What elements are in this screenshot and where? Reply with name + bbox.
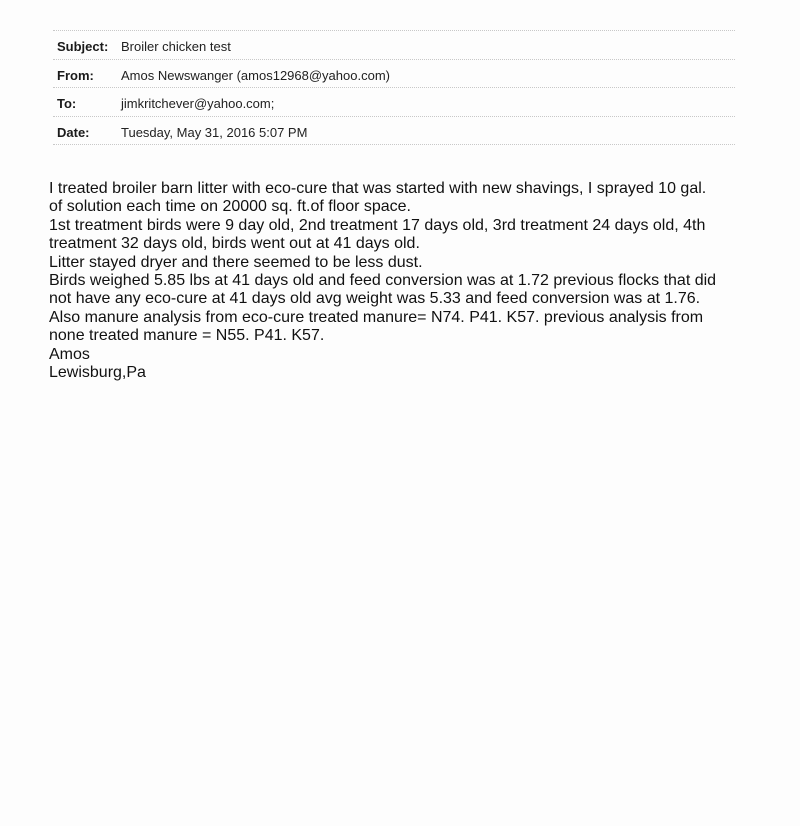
to-label: To:	[57, 96, 77, 111]
body-line: treatment 32 days old, birds went out at 41 days old.	[49, 235, 420, 253]
signature-name: Amos	[49, 345, 90, 363]
email-body	[49, 180, 769, 382]
body-line: Birds weighed 5.85 lbs at 41 days old and feed conversion was at 1.72 previous flocks that did	[49, 272, 717, 290]
signature-location: Lewisburg,Pa	[49, 364, 146, 382]
body-line: I treated broiler barn litter with eco-cure that was started with new shavings, I sprayed 10 gal.	[49, 180, 707, 197]
from-label: From:	[57, 67, 94, 83]
subject-row	[53, 30, 735, 60]
date-label: Date:	[57, 124, 90, 140]
date-row	[53, 117, 735, 146]
email-header	[53, 30, 735, 145]
to-value: jimkritchever@yahoo.com;	[121, 96, 275, 111]
subject-label: Subject:	[57, 39, 109, 54]
body-line: none treated manure = N55. P41. K57.	[49, 327, 325, 345]
body-line: of solution each time on 20000 sq. ft.of floor space.	[49, 198, 411, 216]
from-row	[53, 60, 735, 89]
to-row	[53, 88, 735, 117]
subject-value: Broiler chicken test	[121, 39, 231, 54]
date-value: Tuesday, May 31, 2016 5:07 PM	[121, 124, 308, 140]
body-line: not have any eco-cure at 41 days old avg weight was 5.33 and feed conversion was at 1.76.	[49, 290, 701, 308]
body-line: Litter stayed dryer and there seemed to be less dust.	[49, 253, 423, 271]
body-line: Also manure analysis from eco-cure treated manure= N74. P41. K57. previous analysis from	[49, 308, 704, 326]
body-line: 1st treatment birds were 9 day old, 2nd treatment 17 days old, 3rd treatment 24 days old, 4th	[49, 216, 706, 234]
from-value: Amos Newswanger (amos12968@yahoo.com)	[121, 67, 390, 83]
